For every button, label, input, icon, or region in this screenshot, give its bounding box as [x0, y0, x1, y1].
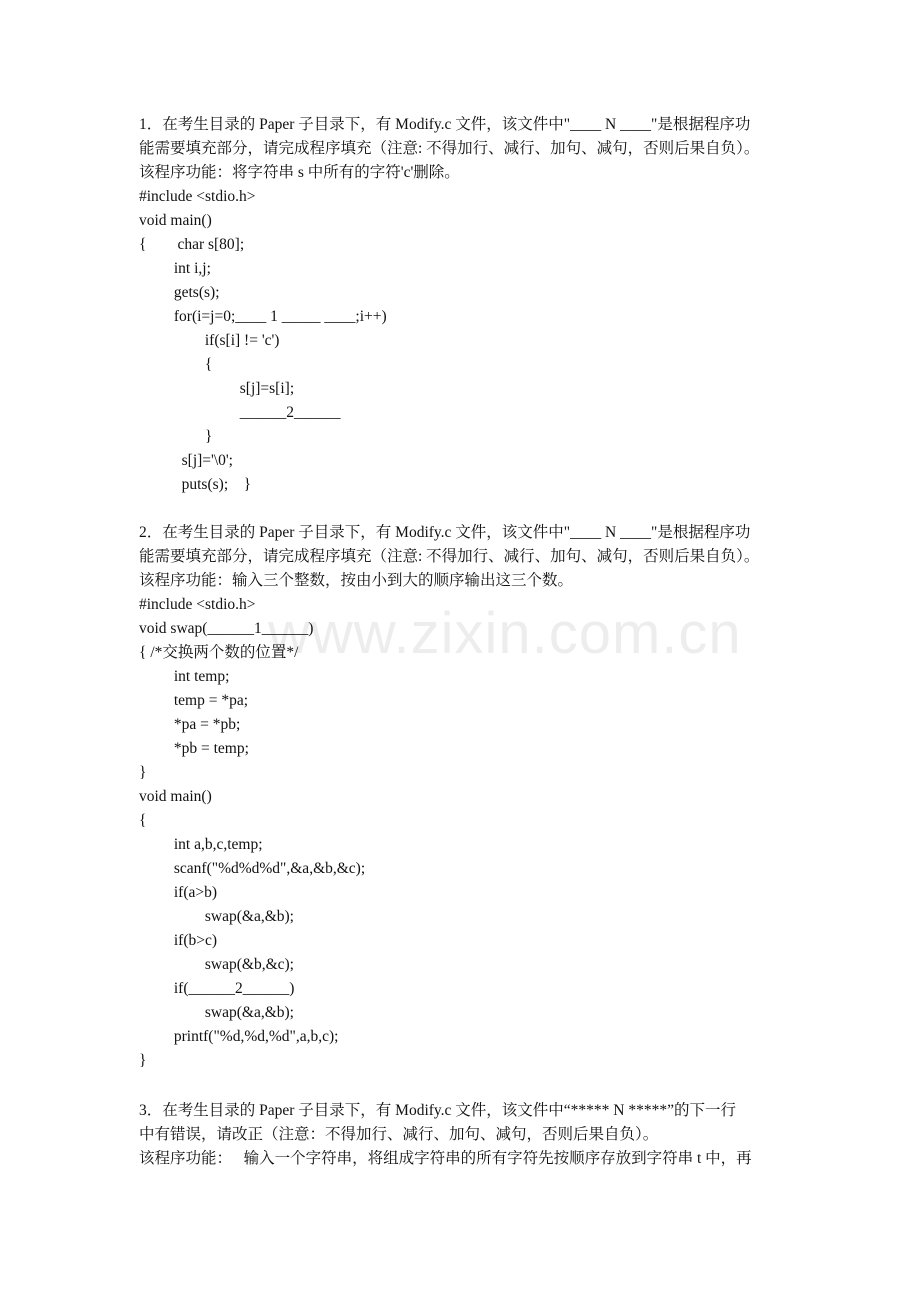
q2-code-line: if(a>b) — [139, 884, 218, 901]
q2-code-line: swap(&a,&b); — [139, 1004, 294, 1021]
q1-code-line: void main() — [139, 212, 212, 229]
q3-text-line: 该程序功能： 输入一个字符串，将组成字符串的所有字符先按顺序存放到字符串 t 中，再 — [139, 1150, 752, 1167]
q2-code-line: void swap(______1______) — [139, 620, 314, 637]
q3-text-line: 3．在考生目录的 Paper 子目录下，有 Modify.c 文件，该文件中“***** N *****”的下一行 — [139, 1102, 736, 1119]
q1-code-line: #include <stdio.h> — [139, 188, 256, 205]
q2-code-line: } — [139, 1052, 147, 1069]
q1-code-line: gets(s); — [139, 284, 220, 301]
q2-code-line: swap(&b,&c); — [139, 956, 294, 973]
watermark: www.zixin.com.cn — [268, 601, 742, 666]
q1-code-line: } — [139, 428, 213, 445]
q2-code-line: } — [139, 764, 147, 781]
q1-text-line: 该程序功能：将字符串 s 中所有的字符'c'删除。 — [139, 164, 460, 181]
q2-text-line: 能需要填充部分，请完成程序填充（注意: 不得加行、减行、加句、减句，否则后果自负）。 — [139, 548, 760, 565]
q3-text-line: 中有错误，请改正（注意：不得加行、减行、加句、减句，否则后果自负）。 — [139, 1126, 659, 1143]
q1-text-line: 1．在考生目录的 Paper 子目录下，有 Modify.c 文件，该文件中"____ N ____"是根据程序功 — [139, 116, 751, 133]
q1-code-line: for(i=j=0;____ 1 _____ ____;i++) — [139, 308, 387, 325]
q1-code-line: puts(s); } — [139, 476, 252, 493]
q1-code-line: ______2______ — [139, 404, 341, 421]
q2-code-line: #include <stdio.h> — [139, 596, 256, 613]
q1-code-line: { char s[80]; — [139, 236, 245, 253]
q1-code-line: int i,j; — [139, 260, 211, 277]
q2-code-line: swap(&a,&b); — [139, 908, 294, 925]
q2-code-line: if(b>c) — [139, 932, 218, 949]
q2-code-line: void main() — [139, 788, 212, 805]
q1-code-line: if(s[i] != 'c') — [139, 332, 280, 349]
q1-text-line: 能需要填充部分，请完成程序填充（注意: 不得加行、减行、加句、减句，否则后果自负）。 — [139, 140, 760, 157]
q2-code-line: printf("%d,%d,%d",a,b,c); — [139, 1028, 339, 1045]
q2-code-line: temp = *pa; — [139, 692, 249, 709]
q2-code-line: int temp; — [139, 668, 230, 685]
q2-text-line: 2．在考生目录的 Paper 子目录下，有 Modify.c 文件，该文件中"____ N ____"是根据程序功 — [139, 524, 751, 541]
q1-code-line: s[j]=s[i]; — [139, 380, 295, 397]
q2-code-line: { — [139, 812, 147, 829]
q2-code-line: if(______2______) — [139, 980, 295, 997]
q1-code-line: { — [139, 356, 213, 373]
q2-code-line: scanf("%d%d%d",&a,&b,&c); — [139, 860, 366, 877]
q2-text-line: 该程序功能：输入三个整数，按由小到大的顺序输出这三个数。 — [139, 572, 574, 589]
q2-code-line: { /*交换两个数的位置*/ — [139, 644, 299, 661]
q2-code-line: int a,b,c,temp; — [139, 836, 263, 853]
q2-code-line: *pb = temp; — [139, 740, 249, 757]
q2-code-line: *pa = *pb; — [139, 716, 241, 733]
q1-code-line: s[j]='\0'; — [139, 452, 233, 469]
